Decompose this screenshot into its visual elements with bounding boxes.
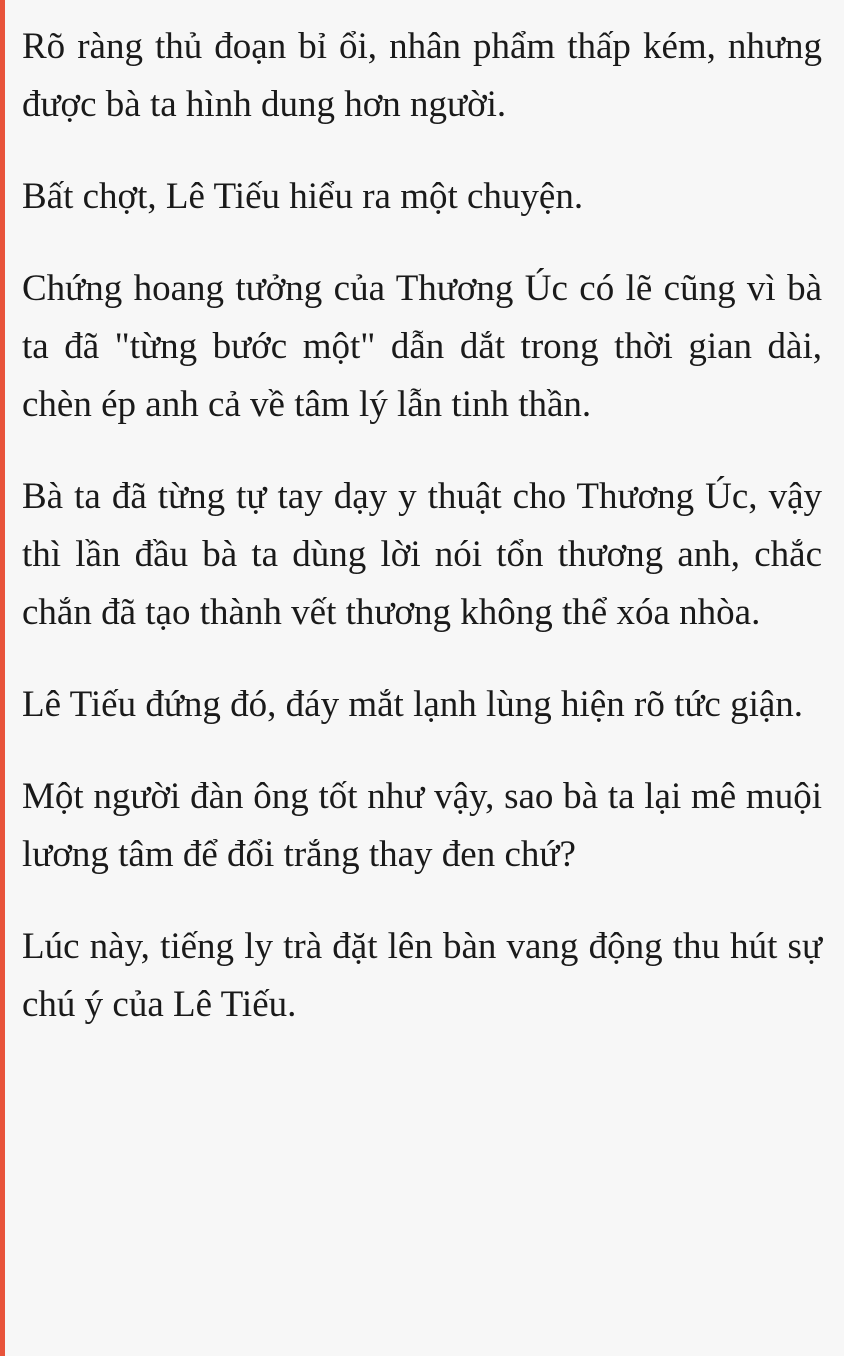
left-accent-bar [0,0,5,1356]
chapter-content [22,18,822,1034]
paragraph: Bà ta đã từng tự tay dạy y thuật cho Thương Úc, vậy thì lần đầu bà ta dùng lời nói tổn thương anh, chắc chắn đã tạo thành vết thương không thể xóa nhòa. [22,476,822,633]
paragraph: Một người đàn ông tốt như vậy, sao bà ta lại mê muội lương tâm để đổi trắng thay đen chứ? [22,776,822,875]
paragraph: Lúc này, tiếng ly trà đặt lên bàn vang động thu hút sự chú ý của Lê Tiếu. [22,926,822,1025]
paragraph: Rõ ràng thủ đoạn bỉ ổi, nhân phẩm thấp kém, nhưng được bà ta hình dung hơn người. [22,26,822,125]
paragraph: Chứng hoang tưởng của Thương Úc có lẽ cũng vì bà ta đã "từng bước một" dẫn dắt trong thời gian dài, chèn ép anh cả về tâm lý lẫn tinh thần. [22,268,822,425]
paragraph: Bất chợt, Lê Tiếu hiểu ra một chuyện. [22,176,584,217]
paragraph: Lê Tiếu đứng đó, đáy mắt lạnh lùng hiện rõ tức giận. [22,684,804,725]
